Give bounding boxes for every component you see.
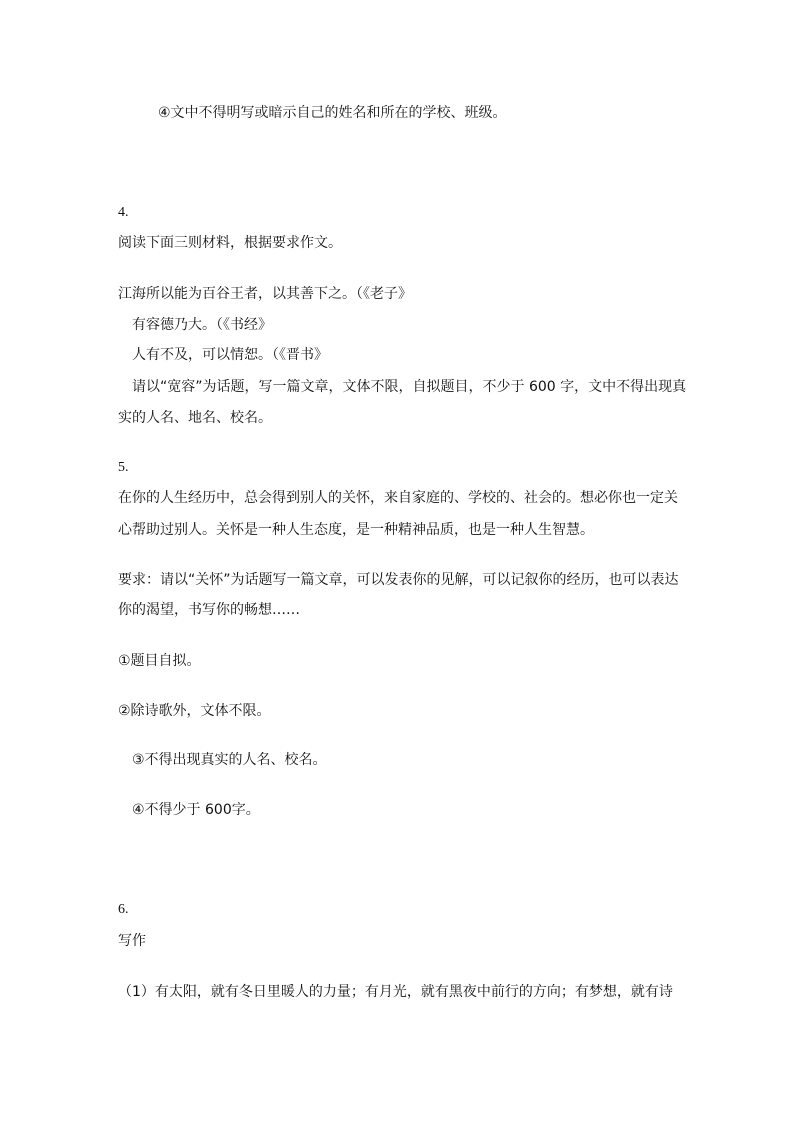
question-5-intro-line-1: 在你的人生经历中，总会得到别人的关怀，来自家庭的、学校的、社会的。想必你也一定关 bbox=[118, 490, 678, 506]
question-5-item-2: ②除诗歌外，文体不限。 bbox=[118, 703, 271, 719]
question-5-item-1: ①题目自拟。 bbox=[118, 653, 201, 669]
question-6-sub-1-line-1: （1）有太阳，就有冬日里暖人的力量；有月光，就有黑夜中前行的方向；有梦想，就有诗 bbox=[118, 984, 673, 1000]
question-4-requirement-line-2: 实的人名、地名、校名。 bbox=[118, 410, 272, 426]
question-4-material-2: 有容德乃大。（《书经》 bbox=[132, 317, 272, 333]
question-4-material-1: 江海所以能为百谷王者，以其善下之。（《老子》 bbox=[118, 286, 412, 302]
question-6-number: 6. bbox=[118, 902, 129, 917]
q3-requirement-item-4: ④文中不得明写或暗示自己的姓名和所在的学校、班级。 bbox=[158, 105, 507, 121]
question-5-item-3: ③不得出现真实的人名、校名。 bbox=[132, 752, 327, 768]
question-6-title: 写作 bbox=[118, 933, 146, 949]
question-5-number: 5. bbox=[118, 460, 129, 475]
question-5-requirement-line-2: 你的渴望，书写你的畅想…… bbox=[118, 602, 300, 618]
question-5-intro-line-2: 心帮助过别人。关怀是一种人生态度，是一种精神品质，也是一种人生智慧。 bbox=[118, 522, 594, 538]
question-5-item-4: ④不得少于 600字。 bbox=[132, 802, 260, 818]
question-4-material-3: 人有不及，可以情恕。（《晋书》 bbox=[132, 347, 328, 363]
question-4-prompt: 阅读下面三则材料，根据要求作文。 bbox=[118, 235, 342, 251]
question-4-requirement-line-1: 请以“宽容”为话题，写一篇文章，文体不限，自拟题目，不少于 600 字，文中不得出现真 bbox=[132, 379, 687, 395]
question-4-number: 4. bbox=[118, 205, 129, 220]
question-5-requirement-line-1: 要求：请以“关怀”为话题写一篇文章，可以发表你的见解，可以记叙你的经历，也可以表达 bbox=[118, 572, 679, 588]
